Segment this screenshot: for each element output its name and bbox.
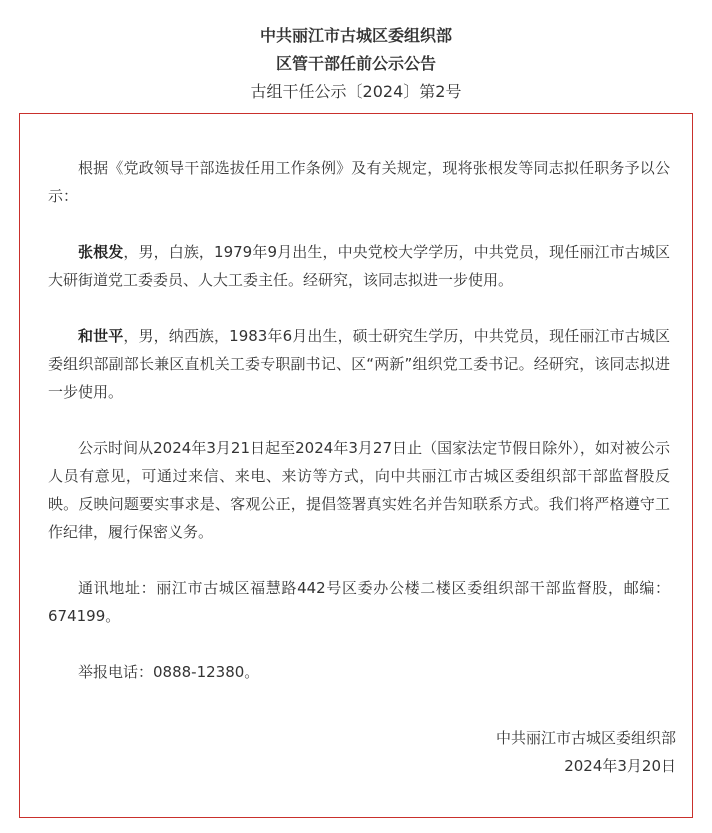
notice-frame	[19, 113, 693, 818]
notice-header	[0, 22, 712, 106]
candidate-details: ，男，白族，1979年9月出生，中央党校大学学历，中共党员，现任丽江市古城区大研街道党工委委员、人大工委主任。经研究，该同志拟进一步使用。	[48, 243, 670, 289]
candidate-paragraph-1	[48, 238, 670, 294]
issuing-org: 中共丽江市古城区委组织部	[259, 26, 452, 45]
notice-body	[48, 154, 670, 714]
candidate-name: 和世平	[78, 327, 124, 345]
candidate-paragraph-2	[48, 322, 670, 406]
publicity-period-paragraph: 公示时间从2024年3月21日起至2024年3月27日止（国家法定节假日除外），如对被公示人员有意见，可通过来信、来电、来访等方式，向中共丽江市古城区委组织部干部监督股反映。反映问题要实事求是、客观公正，提倡签署真实姓名并告知联系方式。我们将严格遵守工作纪律，履行保密义务。	[48, 439, 670, 541]
document-number: 古组干任公示〔2024〕第2号	[250, 82, 462, 101]
signature-date: 2024年3月20日	[564, 757, 676, 775]
address-paragraph: 通讯地址：丽江市古城区福慧路442号区委办公楼二楼区委组织部干部监督股，邮编：674199。	[48, 579, 670, 625]
signature-block	[496, 724, 676, 780]
phone-paragraph: 举报电话：0888-12380。	[78, 663, 260, 681]
intro-paragraph: 根据《党政领导干部选拔任用工作条例》及有关规定，现将张根发等同志拟任职务予以公示：	[48, 159, 670, 205]
candidate-name: 张根发	[78, 243, 124, 261]
signature-org: 中共丽江市古城区委组织部	[495, 729, 676, 747]
notice-title: 区管干部任前公示公告	[275, 54, 436, 73]
candidate-details: ，男，纳西族，1983年6月出生，硕士研究生学历，中共党员，现任丽江市古城区委组织部副部长兼区直机关工委专职副书记、区“两新”组织党工委书记。经研究，该同志拟进一步使用。	[48, 327, 670, 401]
